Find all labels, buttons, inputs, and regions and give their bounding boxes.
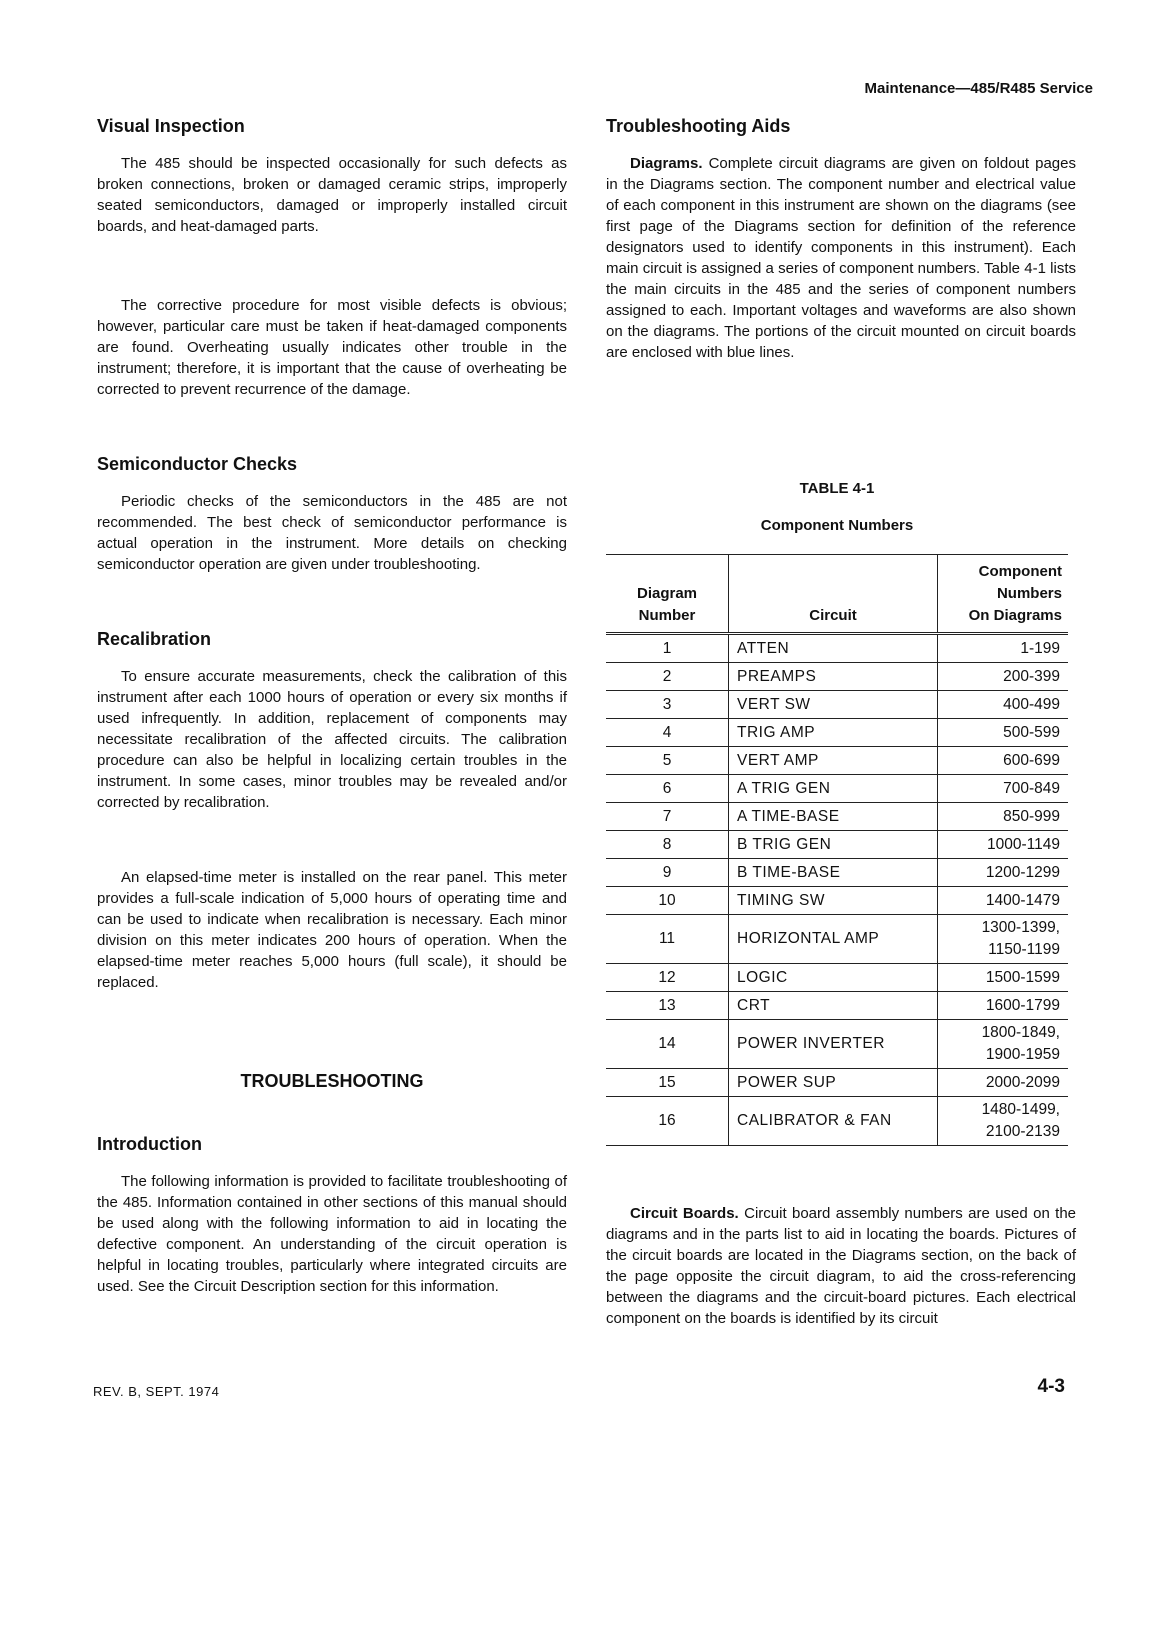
introduction-heading: Introduction	[97, 1134, 202, 1154]
table-row: 8 B TRIG GEN 1000-1149	[606, 831, 1068, 859]
table-title: TABLE 4-1	[799, 480, 875, 497]
right-column	[606, 116, 1076, 363]
table-4-1	[606, 478, 1068, 1146]
introduction-paragraph: The following information is provided to facilitate troubleshooting of the 485. Information contained in other sections of this manual should be used along with the following information to aid in locating the defective component. An understanding of the circuit operation is helpful in locating troubles, particularly where integrated circuits are used. See the Circuit Description section for this information.	[97, 1173, 567, 1295]
running-header: Maintenance—485/R485 Service	[864, 80, 1093, 97]
table-row: 3 VERT SW 400-499	[606, 691, 1068, 719]
table-row: 10 TIMING SW 1400-1479	[606, 887, 1068, 915]
component-numbers-table	[606, 554, 1068, 1146]
visual-inspection-paragraph-1: The 485 should be inspected occasionally for such defects as broken connections, broken or damaged ceramic strips, improperly seated semiconductors, damaged or improperly installed circuit boards, and heat-damaged parts.	[97, 155, 567, 235]
table-row: 4 TRIG AMP 500-599	[606, 719, 1068, 747]
recalibration-heading: Recalibration	[97, 629, 212, 649]
visual-inspection-heading: Visual Inspection	[97, 116, 245, 136]
table-row: 9 B TIME-BASE 1200-1299	[606, 859, 1068, 887]
header-diagram-number: Diagram Number	[606, 555, 729, 634]
diagrams-text: Complete circuit diagrams are given on foldout pages in the Diagrams section. The component number and electrical value of each component in this instrument are shown on the diagrams (see first page of the Diagrams section for definition of the reference designators used to identify components in this instrument). Each main circuit is assigned a series of component numbers. Table 4-1 lists the main circuits in the 485 and the series of component numbers assigned to each. Important voltages and waveforms are also shown on the diagrams. The portions of the circuit mounted on circuit boards are enclosed with blue lines.	[606, 155, 1076, 361]
table-row: 15 POWER SUP 2000-2099	[606, 1069, 1068, 1097]
circuit-boards-text: Circuit board assembly numbers are used on the diagrams and in the parts list to aid in locating the boards. Pictures of the circuit boards are located in the Diagrams section, on the back of the page opposite the circuit diagram, to aid the cross-referencing between the diagrams and the circuit-board pictures. Each electrical component on the boards is identified by its circuit	[606, 1205, 1077, 1327]
circuit-boards-run-in-label: Circuit Boards.	[630, 1205, 739, 1222]
troubleshooting-aids-heading: Troubleshooting Aids	[606, 116, 791, 136]
page-number: 4-3	[1037, 1376, 1065, 1397]
recalibration-paragraph-2: An elapsed-time meter is installed on the rear panel. This meter provides a full-scale indication of 5,000 hours of operating time and can be used to indicate when recalibration is necessary. Each minor division on this meter indicates 200 hours of operation. When the elapsed-time meter reaches 5,000 hours (full scale), it should be replaced.	[97, 869, 567, 991]
table-row: 14 POWER INVERTER 1800-1849, 1900-1959	[606, 1020, 1068, 1069]
visual-inspection-paragraph-2: The corrective procedure for most visible defects is obvious; however, particular care must be taken if heat-damaged components are found. Overheating usually indicates other trouble in the instrument; therefore, it is important that the cause of overheating be corrected to prevent recurrence of the damage.	[97, 297, 567, 398]
semiconductor-checks-paragraph: Periodic checks of the semiconductors in the 485 are not recommended. The best check of semiconductor performance is actual operation in the instrument. More details on checking semiconductor operation are given under troubleshooting.	[97, 493, 567, 573]
diagrams-run-in-label: Diagrams.	[630, 155, 703, 172]
table-row: 5 VERT AMP 600-699	[606, 747, 1068, 775]
circuit-boards-paragraph	[606, 1203, 1076, 1329]
left-column	[97, 116, 567, 1297]
troubleshooting-heading: TROUBLESHOOTING	[240, 1071, 424, 1091]
table-caption: Component Numbers	[760, 517, 914, 534]
table-row: 16 CALIBRATOR & FAN 1480-1499, 2100-2139	[606, 1097, 1068, 1146]
table-row: 11 HORIZONTAL AMP 1300-1399, 1150-1199	[606, 915, 1068, 964]
table-row: 7 A TIME-BASE 850-999	[606, 803, 1068, 831]
right-column-bottom	[606, 1203, 1076, 1329]
table-header-row	[606, 555, 1068, 634]
table-row: 13 CRT 1600-1799	[606, 992, 1068, 1020]
recalibration-paragraph-1: To ensure accurate measurements, check the calibration of this instrument after each 1000 hours of operation or every six months if used infrequently. In addition, replacement of components may necessitate recalibration of the affected circuits. The calibration procedure can also be helpful in localizing certain troubles in the instrument. In some cases, minor troubles may be revealed and/or corrected by recalibration.	[97, 668, 567, 811]
table-row: 6 A TRIG GEN 700-849	[606, 775, 1068, 803]
header-component-numbers: Component Numbers On Diagrams	[938, 555, 1069, 634]
diagrams-paragraph	[606, 153, 1076, 363]
table-row: 2 PREAMPS 200-399	[606, 663, 1068, 691]
table-row: 1 ATTEN 1-199	[606, 634, 1068, 663]
table-row: 12 LOGIC 1500-1599	[606, 964, 1068, 992]
revision-footer: REV. B, SEPT. 1974	[93, 1384, 220, 1399]
semiconductor-checks-heading: Semiconductor Checks	[97, 454, 298, 474]
header-circuit: Circuit	[729, 555, 938, 634]
